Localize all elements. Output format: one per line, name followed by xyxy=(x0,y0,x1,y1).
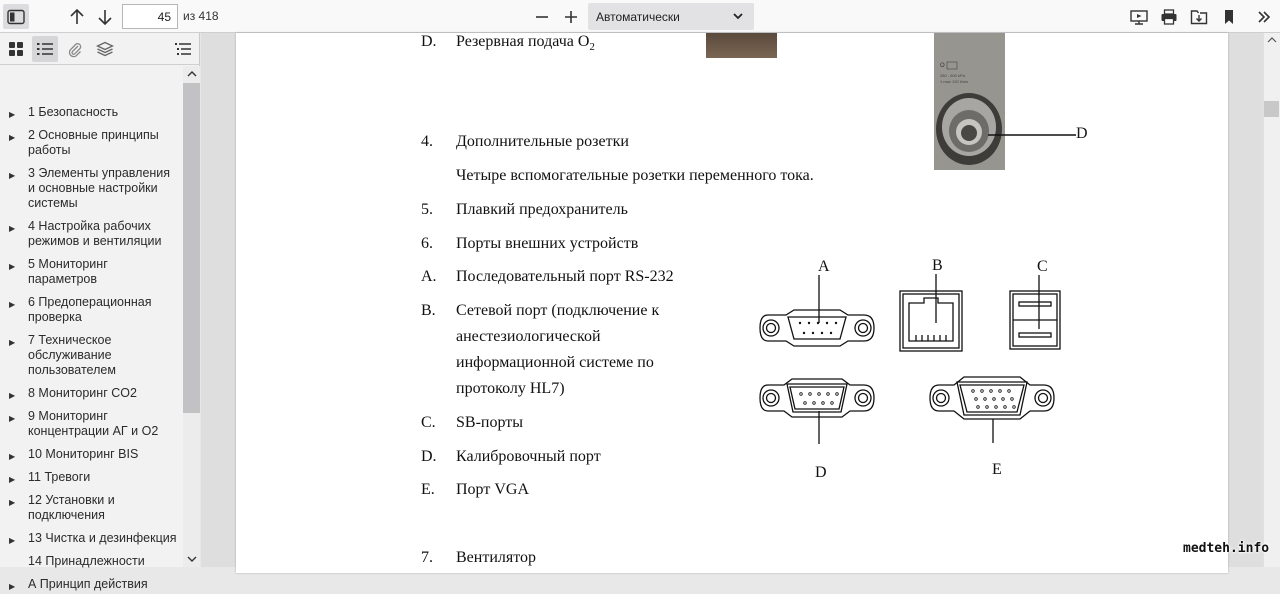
sidebar-scrollbar-thumb[interactable] xyxy=(183,83,200,413)
outline-item-label: 2 Основные принципы работы xyxy=(28,128,159,157)
outline-item-label: 9 Мониторинг концентрации АГ и O2 xyxy=(28,409,159,438)
backup-o2-text: Резервная подача O xyxy=(456,33,590,50)
previous-page-button[interactable] xyxy=(64,4,90,29)
o2-inlet-photo xyxy=(934,33,1005,170)
expand-triangle-icon[interactable]: ▶ xyxy=(9,338,16,347)
doc-scroll-up-button[interactable] xyxy=(1264,36,1280,46)
outline-item[interactable] xyxy=(0,531,183,546)
outline-item-label: 1 Безопасность xyxy=(28,105,119,119)
subscript-2: 2 xyxy=(589,41,595,54)
chevron-up-icon xyxy=(187,70,197,78)
presentation-mode-button[interactable] xyxy=(1126,4,1152,29)
expand-triangle-icon[interactable]: ▶ xyxy=(9,110,16,119)
presentation-icon xyxy=(1130,9,1148,25)
watermark-text: medteh.info xyxy=(1183,541,1270,556)
vga-port-drawing xyxy=(930,377,1054,443)
sidebar-toggle-button[interactable] xyxy=(3,4,29,29)
sidebar xyxy=(0,33,200,591)
printer-icon xyxy=(1160,9,1178,25)
zoom-out-button[interactable] xyxy=(529,4,555,29)
outline-item[interactable] xyxy=(0,257,183,287)
o2-inlet-drawing xyxy=(934,33,1005,170)
list-text: Последовательный порт RS-232 xyxy=(456,268,674,285)
outline-item-label: 12 Установки и подключения xyxy=(28,493,115,522)
document-scrollbar-thumb[interactable] xyxy=(1264,101,1279,117)
list-marker: E. xyxy=(421,481,435,498)
outline-item-label: 7 Техническое обслуживание пользователем xyxy=(28,333,116,377)
list-marker: 6. xyxy=(421,235,433,252)
device-photo-fragment xyxy=(706,33,777,58)
outline-item[interactable] xyxy=(0,166,183,211)
expand-triangle-icon[interactable]: ▶ xyxy=(9,452,16,461)
outline-item[interactable] xyxy=(0,577,183,592)
paperclip-icon xyxy=(67,41,83,57)
outline-item[interactable] xyxy=(0,295,183,325)
paragraph: Четыре вспомогательные розетки переменного тока. xyxy=(456,167,814,184)
list-marker: 4. xyxy=(421,133,433,150)
expand-triangle-icon[interactable]: ▶ xyxy=(9,536,16,545)
arrow-up-icon xyxy=(69,8,85,26)
bookmark-button[interactable] xyxy=(1216,4,1242,29)
document-viewer[interactable] xyxy=(201,33,1263,567)
callout-line-d xyxy=(988,133,1078,137)
ports-diagram xyxy=(756,253,1096,483)
outline-item-label: 11 Тревоги xyxy=(28,470,91,484)
thumbnails-icon xyxy=(8,41,24,57)
chevron-down-icon xyxy=(732,11,744,21)
diagram-label-d: D xyxy=(815,464,827,481)
plus-icon xyxy=(563,9,579,25)
toolbar xyxy=(0,0,1280,33)
chevron-up-icon xyxy=(1267,36,1277,44)
layers-icon xyxy=(96,41,114,57)
diagram-label-a: A xyxy=(818,258,830,275)
outline-item[interactable] xyxy=(0,128,183,158)
section-heading: Порты внешних устройств xyxy=(456,235,639,252)
zoom-in-button[interactable] xyxy=(558,4,584,29)
outline-item[interactable] xyxy=(0,386,183,401)
diagram-label-e: E xyxy=(992,461,1002,478)
section-heading: Плавкий предохранитель xyxy=(456,201,628,218)
page-count-label: из 418 xyxy=(183,9,219,23)
diagram-label-b: B xyxy=(932,257,943,274)
chevron-down-icon xyxy=(187,555,197,563)
outline-item[interactable] xyxy=(0,447,183,462)
list-text: анестезиологической xyxy=(456,328,601,345)
rs232-port-drawing xyxy=(760,275,874,346)
outline-tree xyxy=(0,66,183,591)
photo-text-flow: 1 max 120 l/min xyxy=(940,79,969,84)
expand-triangle-icon[interactable]: ▶ xyxy=(9,475,16,484)
print-button[interactable] xyxy=(1156,4,1182,29)
next-page-button[interactable] xyxy=(92,4,118,29)
outline-item[interactable] xyxy=(0,105,183,120)
minus-icon xyxy=(534,9,550,25)
outline-item-label: 10 Мониторинг BIS xyxy=(28,447,139,461)
list-text: SB-порты xyxy=(456,414,523,431)
more-tools-button[interactable] xyxy=(1251,4,1277,29)
find-current-outline-icon xyxy=(174,41,192,57)
section-heading: Дополнительные розетки xyxy=(456,133,629,150)
outline-item-label: 8 Мониторинг CO2 xyxy=(28,386,137,400)
list-marker: D. xyxy=(421,448,437,465)
photo-text-pressure: 280 - 600 kPa xyxy=(940,73,965,78)
zoom-select-value: Автоматически xyxy=(596,10,680,24)
outline-list-icon xyxy=(36,41,54,57)
save-button[interactable] xyxy=(1186,4,1212,29)
list-text xyxy=(456,33,595,53)
tab-outline[interactable] xyxy=(32,36,58,62)
list-marker: 5. xyxy=(421,201,433,218)
list-text: протоколу HL7) xyxy=(456,380,565,397)
expand-triangle-icon[interactable]: ▶ xyxy=(9,133,16,142)
list-marker: 7. xyxy=(421,549,433,566)
outline-item-label: 14 Принадлежности xyxy=(28,554,145,568)
tab-attachments[interactable] xyxy=(62,36,88,62)
expand-triangle-icon[interactable]: ▶ xyxy=(9,582,16,591)
outline-item[interactable] xyxy=(0,470,183,485)
tab-layers[interactable] xyxy=(92,36,118,62)
rj45-port-drawing xyxy=(900,274,962,351)
current-outline-item-button[interactable] xyxy=(170,36,196,62)
diagram-label-c: C xyxy=(1037,258,1048,275)
usb-ports-drawing xyxy=(1010,275,1060,349)
sidebar-view-tabs xyxy=(0,33,200,65)
outline-item[interactable] xyxy=(0,333,183,378)
list-marker: A. xyxy=(421,268,437,285)
outline-item[interactable] xyxy=(0,219,183,249)
expand-triangle-icon[interactable]: ▶ xyxy=(9,414,16,423)
tab-thumbnails[interactable] xyxy=(3,36,29,62)
page-number-input[interactable] xyxy=(122,4,178,29)
outline-item[interactable] xyxy=(0,409,183,439)
photo-callout-d: D xyxy=(1076,125,1088,142)
expand-triangle-icon[interactable]: ▶ xyxy=(9,498,16,507)
expand-triangle-icon[interactable]: ▶ xyxy=(9,300,16,309)
double-chevron-right-icon xyxy=(1256,9,1272,25)
outline-item-label: А Принцип действия xyxy=(28,577,148,591)
arrow-down-icon xyxy=(97,8,113,26)
outline-item-label: 5 Мониторинг параметров xyxy=(28,257,108,286)
outline-item-label: 4 Настройка рабочих режимов и вентиляции xyxy=(28,219,162,248)
list-text: информационной системе по xyxy=(456,354,654,371)
expand-triangle-icon[interactable]: ▶ xyxy=(9,224,16,233)
scroll-up-button[interactable] xyxy=(183,66,200,82)
outline-item-label: 13 Чистка и дезинфекция xyxy=(28,531,177,545)
download-icon xyxy=(1190,9,1208,25)
list-marker: D. xyxy=(421,33,437,50)
expand-triangle-icon[interactable]: ▶ xyxy=(9,171,16,180)
outline-item[interactable] xyxy=(0,493,183,523)
calibration-port-drawing xyxy=(760,379,874,444)
expand-triangle-icon[interactable]: ▶ xyxy=(9,262,16,271)
list-text: Порт VGA xyxy=(456,481,529,498)
list-text: Калибровочный порт xyxy=(456,448,601,465)
bookmark-icon xyxy=(1222,9,1236,25)
list-marker: B. xyxy=(421,302,436,319)
outline-item[interactable] xyxy=(0,554,183,569)
section-heading: Вентилятор xyxy=(456,549,537,566)
expand-triangle-icon[interactable]: ▶ xyxy=(9,391,16,400)
list-text: Сетевой порт (подключение к xyxy=(456,302,660,319)
scroll-down-button[interactable] xyxy=(183,551,200,567)
outline-item-label: 6 Предоперационная проверка xyxy=(28,295,152,324)
photo-text-o2: O xyxy=(940,63,945,69)
pdf-page xyxy=(236,33,1228,573)
list-marker: C. xyxy=(421,414,436,431)
sidebar-toggle-icon xyxy=(7,9,25,25)
zoom-select[interactable] xyxy=(588,3,754,30)
outline-item-label: 3 Элементы управления и основные настройки системы xyxy=(28,166,171,210)
